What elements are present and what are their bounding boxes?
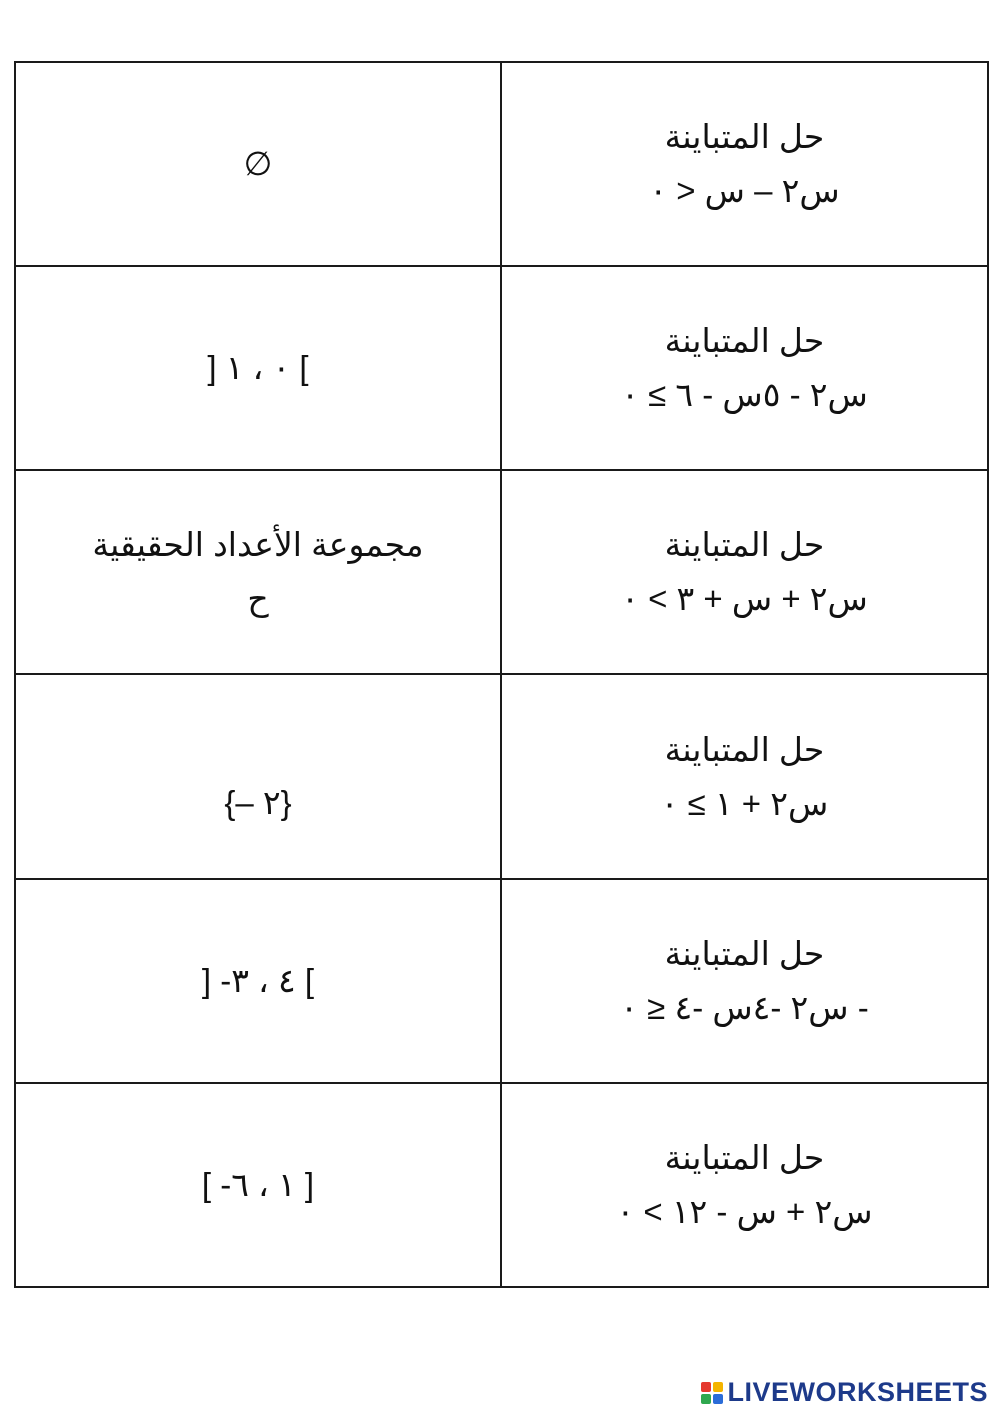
question-cell bbox=[501, 266, 988, 470]
question-title: حل المتباينة bbox=[664, 730, 825, 768]
answer-text: [ -١ ، ٦ ] bbox=[201, 1165, 315, 1203]
question-expression: س٢ + س - ١٢ > ٠ bbox=[616, 1192, 873, 1230]
answer-text: ] -٤ ، ٣ [ bbox=[201, 961, 315, 999]
question-title: حل المتباينة bbox=[664, 322, 825, 360]
worksheet-table bbox=[14, 61, 989, 1288]
answer-cell bbox=[15, 470, 501, 674]
logo-square-green bbox=[701, 1394, 711, 1404]
question-cell bbox=[501, 470, 988, 674]
question-expression: - س٢ -٤س -٤ ≤ ٠ bbox=[620, 988, 869, 1026]
liveworksheets-logo bbox=[701, 1377, 988, 1408]
answer-cell bbox=[15, 1083, 501, 1287]
table-row bbox=[15, 1083, 988, 1287]
question-expression: س٢ + س + ٣ > ٠ bbox=[621, 580, 868, 618]
question-cell bbox=[501, 62, 988, 266]
logo-brand-text: LIVEWORKSHEETS bbox=[727, 1377, 988, 1407]
answer-cell bbox=[15, 266, 501, 470]
answer-cell bbox=[15, 879, 501, 1083]
answer-text: ∅ bbox=[243, 145, 273, 183]
liveworksheets-logo-icon bbox=[701, 1382, 723, 1404]
question-expression: س٢ + ١ ≥ ٠ bbox=[660, 784, 829, 822]
answer-text: مجموعة الأعداد الحقيقية bbox=[92, 526, 424, 564]
question-title: حل المتباينة bbox=[664, 934, 825, 972]
answer-cell bbox=[15, 674, 501, 878]
table-row bbox=[15, 266, 988, 470]
answer-text: ح bbox=[247, 580, 269, 618]
question-cell bbox=[501, 879, 988, 1083]
table-row bbox=[15, 470, 988, 674]
logo-square-blue bbox=[713, 1394, 723, 1404]
question-expression: س٢ - ٥س - ٦ ≥ ٠ bbox=[621, 376, 868, 414]
answer-text: {– ٢} bbox=[224, 783, 292, 821]
table-row bbox=[15, 674, 988, 878]
table-row bbox=[15, 62, 988, 266]
question-title: حل المتباينة bbox=[664, 118, 825, 156]
question-title: حل المتباينة bbox=[664, 1138, 825, 1176]
question-cell bbox=[501, 1083, 988, 1287]
logo-square-yellow bbox=[713, 1382, 723, 1392]
table-row bbox=[15, 879, 988, 1083]
answer-text: ] ٠ ، ١ [ bbox=[207, 349, 309, 387]
answer-cell bbox=[15, 62, 501, 266]
question-cell bbox=[501, 674, 988, 878]
question-title: حل المتباينة bbox=[664, 526, 825, 564]
logo-square-red bbox=[701, 1382, 711, 1392]
question-expression: س٢ – س < ٠ bbox=[649, 172, 840, 210]
